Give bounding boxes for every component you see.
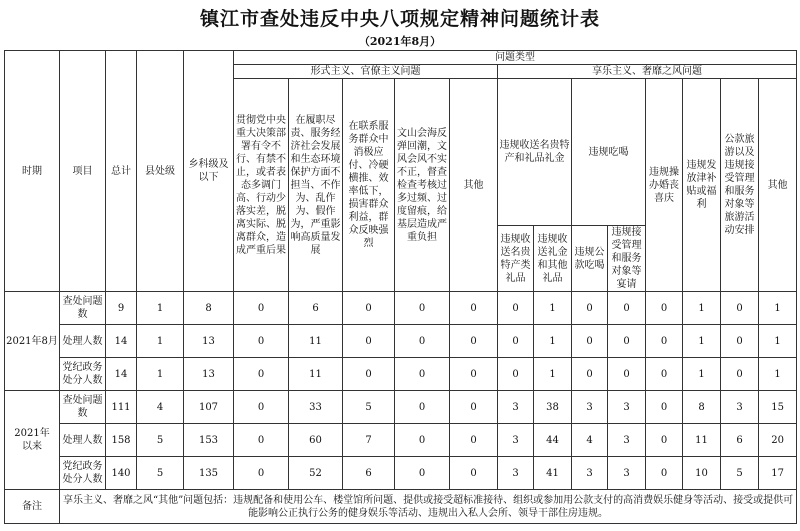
row-item-label: 党纪政务处分人数: [60, 358, 106, 391]
cell-value: 0: [234, 424, 289, 457]
page-title: 镇江市查处违反中央八项规定精神问题统计表: [199, 8, 600, 30]
cell-value: 0: [646, 292, 683, 325]
cell-value: 0: [608, 292, 646, 325]
cell-value: 1: [683, 358, 721, 391]
cell-value: 44: [534, 424, 572, 457]
cell-value: 158: [106, 424, 137, 457]
cell-value: 0: [395, 292, 450, 325]
cell-value: 13: [184, 325, 234, 358]
cell-value: 3: [572, 391, 608, 424]
cell-value: 0: [450, 457, 498, 490]
header-county-level: 县处级: [137, 51, 184, 292]
table-row: [5, 292, 797, 325]
cell-value: 1: [759, 358, 797, 391]
cell-value: 1: [137, 358, 184, 391]
cell-value: 1: [683, 325, 721, 358]
cell-value: 4: [137, 391, 184, 424]
page-subtitle: （2021年8月）: [358, 35, 442, 48]
cell-value: 5: [137, 424, 184, 457]
cell-value: 38: [534, 391, 572, 424]
cell-value: 0: [498, 292, 534, 325]
cell-value: 0: [234, 358, 289, 391]
cell-value: 1: [137, 325, 184, 358]
table-row: [5, 325, 797, 358]
cell-value: 33: [289, 391, 343, 424]
cell-value: 0: [450, 358, 498, 391]
cell-value: 0: [450, 292, 498, 325]
header-hedonism-other: 其他: [759, 79, 797, 292]
cell-value: 0: [646, 325, 683, 358]
cell-value: 11: [289, 358, 343, 391]
cell-value: 11: [683, 424, 721, 457]
cell-value: 0: [343, 325, 395, 358]
cell-value: 107: [184, 391, 234, 424]
row-item-label: 党纪政务处分人数: [60, 457, 106, 490]
cell-value: 6: [721, 424, 759, 457]
cell-value: 7: [343, 424, 395, 457]
cell-value: 153: [184, 424, 234, 457]
header-item: 项目: [60, 51, 106, 292]
cell-value: 0: [721, 358, 759, 391]
header-problem-type: 问题类型: [234, 51, 797, 65]
table-row: [5, 457, 797, 490]
header-gift-col-specialty: 违规收送名贵特产类礼品: [498, 226, 534, 292]
cell-value: 9: [106, 292, 137, 325]
header-hedonism-col-wedding: 违规操办婚丧喜庆: [646, 79, 683, 292]
period-label: 2021年以来: [5, 391, 60, 490]
cell-value: 0: [395, 358, 450, 391]
statistics-table: [4, 50, 797, 524]
header-dining-col-public: 违规公款吃喝: [572, 226, 608, 292]
header-formalism-col-4: 文山会海反弹回潮，文风会风不实不正，督查检查考核过多过频、过度留痕，给基层造成严重负担: [395, 79, 450, 292]
header-hedonism-col-allowance: 违规发放津补贴或福利: [683, 79, 721, 292]
cell-value: 4: [572, 424, 608, 457]
cell-value: 0: [646, 358, 683, 391]
cell-value: 0: [234, 457, 289, 490]
cell-value: 15: [759, 391, 797, 424]
cell-value: 0: [234, 325, 289, 358]
cell-value: 3: [572, 457, 608, 490]
cell-value: 10: [683, 457, 721, 490]
cell-value: 13: [184, 358, 234, 391]
cell-value: 3: [608, 424, 646, 457]
cell-value: 3: [608, 391, 646, 424]
cell-value: 0: [608, 325, 646, 358]
table-row: [5, 424, 797, 457]
cell-value: 8: [184, 292, 234, 325]
header-gift-group: 违规收送名贵特产和礼品礼金: [498, 79, 572, 226]
cell-value: 0: [572, 358, 608, 391]
cell-value: 0: [646, 391, 683, 424]
cell-value: 0: [646, 424, 683, 457]
cell-value: 1: [759, 292, 797, 325]
cell-value: 8: [683, 391, 721, 424]
cell-value: 3: [721, 391, 759, 424]
cell-value: 5: [137, 457, 184, 490]
cell-value: 0: [343, 292, 395, 325]
cell-value: 0: [646, 457, 683, 490]
cell-value: 0: [572, 325, 608, 358]
row-item-label: 处理人数: [60, 424, 106, 457]
cell-value: 1: [759, 325, 797, 358]
cell-value: 11: [289, 325, 343, 358]
cell-value: 5: [343, 391, 395, 424]
cell-value: 3: [498, 424, 534, 457]
header-formalism-col-1: 贯彻党中央重大决策部署有令不行、有禁不止，或者表态多调门高、行动少落实差，脱离实际、脱离群众，造成严重后果: [234, 79, 289, 292]
cell-value: 0: [498, 358, 534, 391]
cell-value: 0: [450, 391, 498, 424]
cell-value: 140: [106, 457, 137, 490]
header-hedonism: 享乐主义、奢靡之风问题: [498, 65, 797, 79]
cell-value: 0: [721, 325, 759, 358]
cell-value: 0: [572, 292, 608, 325]
cell-value: 0: [234, 391, 289, 424]
cell-value: 0: [395, 325, 450, 358]
cell-value: 6: [289, 292, 343, 325]
cell-value: 0: [721, 292, 759, 325]
header-formalism-col-3: 在联系服务群众中消极应付、冷硬横推、效率低下，损害群众利益，群众反映强烈: [343, 79, 395, 292]
cell-value: 0: [450, 325, 498, 358]
cell-value: 3: [608, 457, 646, 490]
note-text: 享乐主义、奢靡之风“其他”问题包括：违规配备和使用公车、楼堂馆所问题、提供或接受超标准接待、组织或参加用公款支付的高消费娱乐健身等活动、接受或提供可能影响公正执行公务的健身娱乐等活动、违规出入私人会所、领导干部住房违规。: [60, 490, 797, 524]
cell-value: 0: [395, 424, 450, 457]
header-hedonism-col-travel: 公款旅游以及违规接受管理和服务对象等旅游活动安排: [721, 79, 759, 292]
note-label: 备注: [5, 490, 60, 524]
cell-value: 6: [343, 457, 395, 490]
cell-value: 20: [759, 424, 797, 457]
header-period: 时期: [5, 51, 60, 292]
header-formalism-other: 其他: [450, 79, 498, 292]
cell-value: 111: [106, 391, 137, 424]
cell-value: 135: [184, 457, 234, 490]
cell-value: 0: [395, 391, 450, 424]
cell-value: 5: [721, 457, 759, 490]
row-item-label: 查处问题数: [60, 391, 106, 424]
cell-value: 41: [534, 457, 572, 490]
cell-value: 52: [289, 457, 343, 490]
cell-value: 0: [450, 424, 498, 457]
cell-value: 1: [683, 292, 721, 325]
cell-value: 3: [498, 457, 534, 490]
cell-value: 17: [759, 457, 797, 490]
header-formalism-col-2: 在履职尽责、服务经济社会发展和生态环境保护方面不担当、不作为、乱作为、假作为，严重影响高质量发展: [289, 79, 343, 292]
cell-value: 1: [137, 292, 184, 325]
row-item-label: 查处问题数: [60, 292, 106, 325]
cell-value: 0: [343, 358, 395, 391]
period-label: 2021年8月: [5, 292, 60, 391]
header-total: 总计: [106, 51, 137, 292]
cell-value: 14: [106, 325, 137, 358]
header-dining-group: 违规吃喝: [572, 79, 646, 226]
cell-value: 0: [395, 457, 450, 490]
header-dining-col-banquet: 违规接受管理和服务对象等宴请: [608, 226, 646, 292]
header-township-level: 乡科级及以下: [184, 51, 234, 292]
cell-value: 14: [106, 358, 137, 391]
cell-value: 0: [608, 358, 646, 391]
note-row: [5, 490, 797, 524]
header-formalism: 形式主义、官僚主义问题: [234, 65, 498, 79]
cell-value: 1: [534, 325, 572, 358]
cell-value: 1: [534, 292, 572, 325]
header-gift-col-cash: 违规收送礼金和其他礼品: [534, 226, 572, 292]
cell-value: 60: [289, 424, 343, 457]
cell-value: 0: [234, 292, 289, 325]
table-row: [5, 391, 797, 424]
row-item-label: 处理人数: [60, 325, 106, 358]
cell-value: 1: [534, 358, 572, 391]
table-row: [5, 358, 797, 391]
cell-value: 3: [498, 391, 534, 424]
cell-value: 0: [498, 325, 534, 358]
